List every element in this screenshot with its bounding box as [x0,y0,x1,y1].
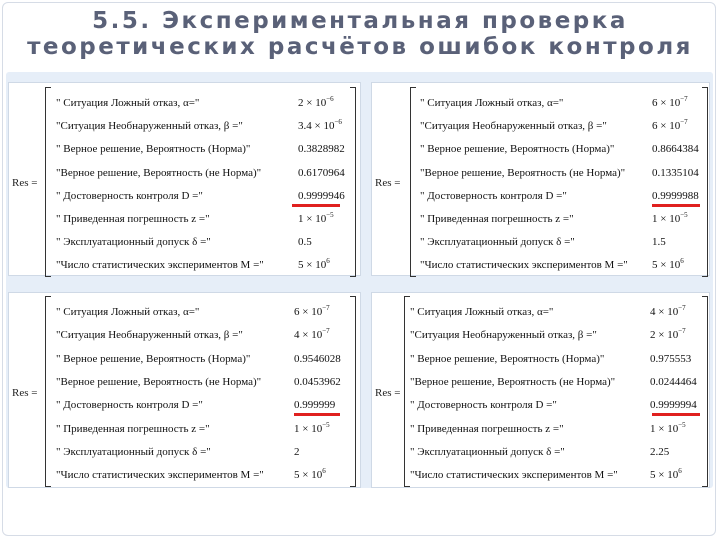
value-mantissa: 0.975553 [650,352,692,365]
value-mantissa: 0.0453962 [294,375,341,388]
matrix-bracket-right [350,87,356,277]
row-label: " Приведенная погрешность z =" [410,422,564,435]
row-label: " Ситуация Ложный отказ, α=" [56,306,200,318]
value-mantissa: 0.999999 [294,399,336,412]
row-value [652,259,684,273]
row-label: "Ситуация Необнаруженный отказ, β =" [410,329,597,342]
row-label: " Ситуация Ложный отказ, α=" [410,306,554,318]
row-value [294,353,341,366]
value-mantissa: 2.25 [650,445,670,458]
value-mantissa: 1 × 10 [298,213,327,225]
row-label: "Число статистических экспериментов M =" [56,469,264,482]
value-exponent: 6 [322,467,326,476]
res-label: Res = [12,386,38,399]
value-exponent: −7 [678,304,686,312]
row-label: " Эксплуатационный допуск δ =" [56,236,211,249]
row-label: "Верное решение, Вероятность (не Норма)" [410,375,616,388]
matrix-bracket-right [702,296,708,487]
value-mantissa: 2 [294,445,300,458]
value-exponent: −7 [680,95,688,103]
row-value [652,167,699,180]
value-exponent: 6 [326,257,330,266]
row-label: " Эксплуатационный допуск δ =" [56,445,211,458]
row-value [294,420,330,437]
slide-title-line-2: теоретических расчётов ошибок контроля [27,34,693,60]
value-exponent: −5 [326,211,334,219]
value-mantissa: 1 × 10 [650,422,679,435]
value-mantissa: 0.0244464 [650,375,697,388]
value-mantissa: 5 × 10 [298,259,327,272]
row-label: "Ситуация Необнаруженный отказ, β =" [420,120,607,133]
row-label: " Достоверность контроля D =" [410,399,557,412]
row-value [650,353,691,366]
value-exponent: −6 [334,118,342,127]
value-mantissa: 5 × 10 [652,259,681,272]
value-mantissa: 5 × 10 [650,469,679,482]
row-label: "Ситуация Необнаруженный отказ, β =" [56,329,243,342]
row-value [294,329,330,343]
row-label: "Верное решение, Вероятность (не Норма)" [420,166,626,179]
value-mantissa: 0.3828982 [298,143,345,156]
value-mantissa: 3.4 × 10 [298,120,335,133]
value-mantissa: 6 × 10 [294,306,323,318]
value-exponent: −5 [680,211,688,219]
row-value [298,259,330,273]
res-label: Res = [375,386,401,399]
row-label: " Приведенная погрешность z =" [420,213,574,225]
row-value [298,97,334,111]
value-mantissa: 1 × 10 [652,213,681,225]
row-value [294,469,326,483]
value-exponent: −6 [326,95,334,103]
row-value [650,306,686,320]
value-mantissa: 1 × 10 [294,422,323,435]
row-value [650,399,697,412]
value-exponent: −7 [322,327,330,336]
row-label: " Эксплуатационный допуск δ =" [410,445,565,458]
matrix-bracket-left [410,87,416,277]
value-mantissa: 0.8664384 [652,143,699,156]
row-label: "Верное решение, Вероятность (не Норма)" [56,375,262,388]
row-label: " Ситуация Ложный отказ, α=" [420,97,564,109]
row-value [294,399,335,412]
row-value [298,236,312,249]
res-label: Res = [12,177,38,190]
row-value [652,190,699,203]
value-mantissa: 0.9999988 [652,189,699,202]
reliability-highlight-underline [652,413,700,416]
matrix-bracket-right [350,296,356,487]
row-label: " Верное решение, Вероятность (Норма)" [420,143,615,156]
value-exponent: 6 [678,467,682,476]
row-value [652,236,666,249]
value-exponent: −7 [322,304,330,312]
row-value [294,376,341,389]
reliability-highlight-underline [652,204,700,207]
res-label: Res = [375,177,401,190]
row-label: " Приведенная погрешность z =" [56,422,210,435]
matrix-bracket-left [45,296,51,487]
row-label: "Число статистических экспериментов M =" [56,259,264,272]
value-mantissa: 0.5 [298,236,312,249]
row-value [298,120,342,134]
row-value [650,329,686,343]
row-value [652,213,688,227]
row-label: " Приведенная погрешность z =" [56,213,210,225]
row-label: "Верное решение, Вероятность (не Норма)" [56,166,262,179]
value-mantissa: 4 × 10 [650,306,679,318]
value-exponent: −5 [322,420,330,429]
row-label: "Ситуация Необнаруженный отказ, β =" [56,120,243,133]
row-value [652,120,688,134]
row-value [650,469,682,483]
row-label: " Эксплуатационный допуск δ =" [420,236,575,249]
row-label: " Достоверность контроля D =" [56,399,203,412]
value-mantissa: 2 × 10 [298,97,327,109]
row-value [652,143,699,156]
row-value [298,190,345,203]
row-label: " Верное решение, Вероятность (Норма)" [56,352,251,365]
slide-title-line-1: 5.5. Экспериментальная проверка [92,8,628,34]
row-value [294,306,330,320]
row-value [650,446,669,459]
row-label: " Достоверность контроля D =" [56,189,203,202]
row-label: " Достоверность контроля D =" [420,189,567,202]
value-mantissa: 2 × 10 [650,329,679,342]
row-label: " Верное решение, Вероятность (Норма)" [56,143,251,156]
value-mantissa: 0.9999946 [298,189,345,202]
value-mantissa: 4 × 10 [294,329,323,342]
value-mantissa: 6 × 10 [652,97,681,109]
value-mantissa: 5 × 10 [294,469,323,482]
value-mantissa: 0.9999994 [650,399,697,412]
value-mantissa: 0.1335104 [652,166,699,179]
reliability-highlight-underline [292,204,340,207]
matrix-bracket-left [45,87,51,277]
value-mantissa: 1.5 [652,236,666,249]
value-exponent: 6 [680,257,684,266]
reliability-highlight-underline [294,413,340,416]
row-value [298,213,334,227]
value-mantissa: 0.6170964 [298,166,345,179]
value-exponent: −7 [680,118,688,127]
value-mantissa: 0.9546028 [294,352,341,365]
row-value [652,97,688,111]
row-value [298,143,345,156]
value-mantissa: 6 × 10 [652,120,681,133]
row-value [650,376,697,389]
value-exponent: −7 [678,327,686,336]
value-exponent: −5 [678,420,686,429]
row-value [650,420,686,437]
row-value [294,446,300,459]
row-label: "Число статистических экспериментов M =" [410,469,618,482]
row-label: "Число статистических экспериментов M =" [420,259,628,272]
row-value [298,167,345,180]
row-label: " Верное решение, Вероятность (Норма)" [410,352,605,365]
matrix-bracket-right [702,87,708,277]
row-label: " Ситуация Ложный отказ, α=" [56,97,200,109]
